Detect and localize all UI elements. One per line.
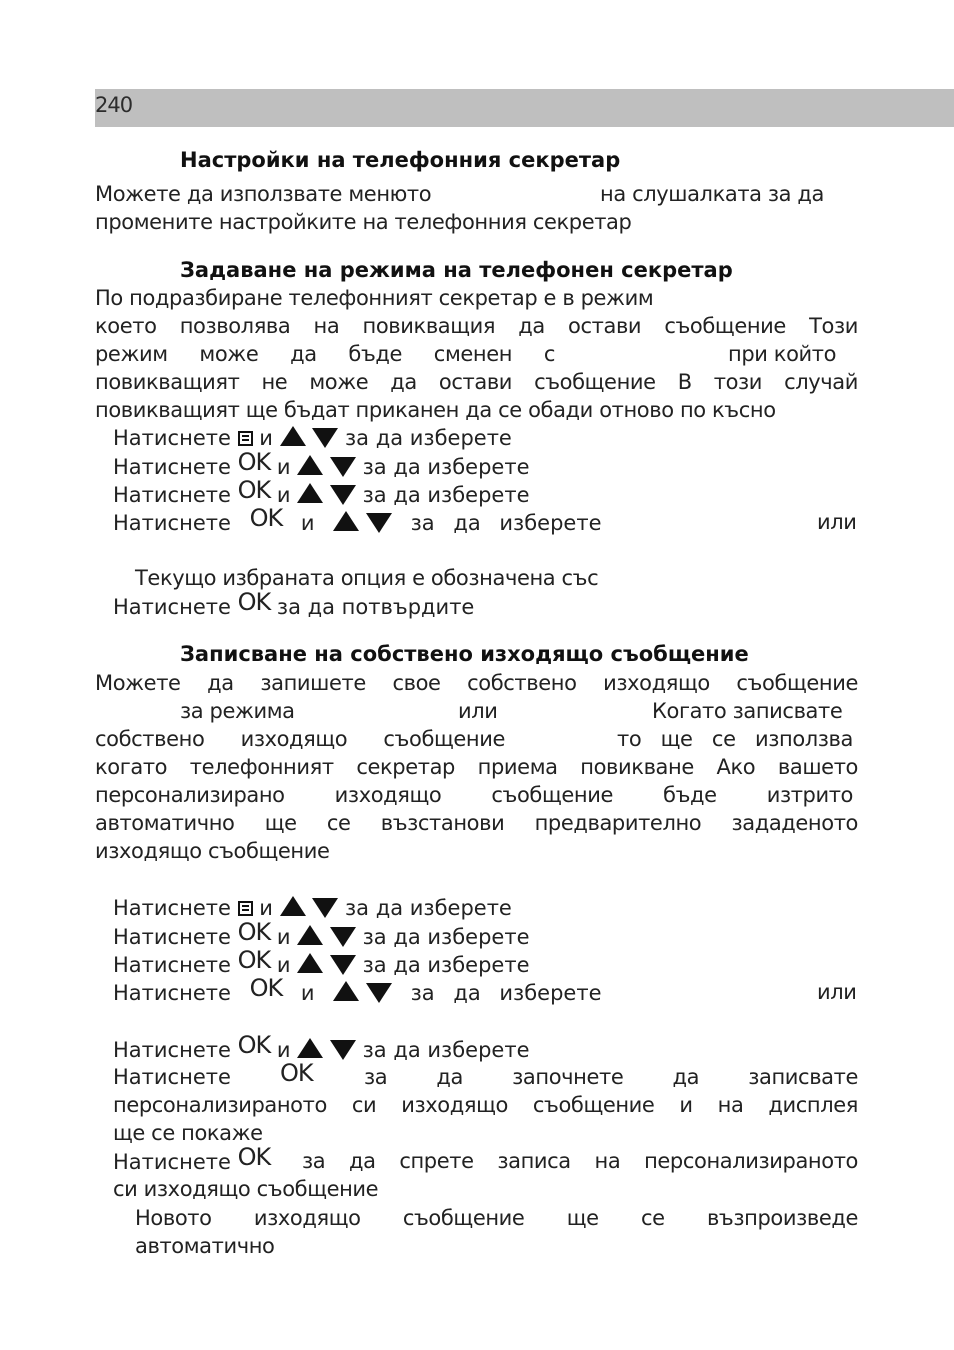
ok-key-icon: OK [237, 588, 271, 616]
step-line [113, 476, 530, 509]
step-conj: и [276, 953, 291, 977]
ok-key-icon: OK [237, 918, 271, 946]
paragraph-line: на слушалката за да [600, 182, 825, 206]
step-conj: и [259, 426, 273, 450]
paragraph-line: собствено изходящо съобщение [95, 727, 505, 751]
step-suffix: за да изберете [410, 981, 602, 1005]
paragraph-line: автоматично ще се възстанови предварително зададеното [95, 811, 858, 835]
paragraph-line: или [458, 699, 498, 723]
step-tail: или [817, 980, 857, 1004]
ok-key-icon: OK [237, 946, 271, 974]
step-prefix: Натиснете [113, 896, 231, 920]
arrow-up-icon [333, 511, 359, 531]
paragraph-line: Когато записвате [652, 699, 843, 723]
arrow-down-icon [330, 457, 356, 477]
step-suffix: за да потвърдите [276, 595, 475, 619]
ok-key-icon: OK [237, 476, 271, 504]
paragraph-line: повикващият ще бъдат приканен да се обади отново по късно [95, 398, 776, 422]
step-line [113, 974, 602, 1007]
arrow-down-icon [312, 428, 338, 448]
step-line [113, 588, 475, 621]
step-prefix: Натиснете [113, 1038, 231, 1062]
step-line [113, 1031, 530, 1064]
paragraph-line: за да спрете записа на персонализираното [302, 1149, 858, 1173]
step-prefix: Натиснете [113, 981, 231, 1005]
paragraph-line: за да започнете да записвате [364, 1065, 858, 1089]
step-line [113, 504, 602, 537]
arrow-down-icon [330, 1040, 356, 1060]
paragraph-line: автоматично [135, 1234, 275, 1258]
arrow-up-icon [297, 953, 323, 973]
arrow-down-icon [366, 513, 392, 533]
paragraph-line: при който [728, 342, 837, 366]
page-number: 240 [95, 93, 133, 117]
paragraph-line: изходящо съобщение [95, 839, 330, 863]
step-conj: и [300, 511, 315, 535]
menu-icon [238, 901, 253, 916]
section-heading-answer-mode: Задаване на режима на телефонен секретар [180, 258, 733, 282]
step-conj: и [259, 896, 273, 920]
paragraph-line: персонализираното си изходящо съобщение и на дисплея [113, 1093, 858, 1117]
step-conj: и [300, 981, 315, 1005]
step-suffix: за да изберете [362, 925, 530, 949]
paragraph-line: Можете да запишете свое собствено изходящо съобщение [95, 671, 858, 695]
arrow-down-icon [330, 955, 356, 975]
arrow-down-icon [366, 983, 392, 1003]
arrow-up-icon [297, 925, 323, 945]
arrow-down-icon [312, 898, 338, 918]
arrow-up-icon [297, 1038, 323, 1058]
menu-icon [238, 431, 253, 446]
step-suffix: за да изберете [410, 511, 602, 535]
arrow-up-icon [333, 981, 359, 1001]
paragraph-line: повикващият не може да остави съобщение В този случай [95, 370, 858, 394]
paragraph-line: По подразбиране телефонният секретар е в режим [95, 286, 654, 310]
step-prefix: Натиснете [113, 925, 231, 949]
ok-key-icon: OK [249, 504, 283, 532]
step-line [280, 1059, 313, 1092]
arrow-up-icon [297, 455, 323, 475]
step-line [113, 1143, 271, 1176]
section-heading-answering-settings: Настройки на телефонния секретар [180, 148, 621, 172]
step-conj: и [276, 455, 291, 479]
paragraph-line: Новото изходящо съобщение ще се възпроизведе [135, 1206, 858, 1230]
step-prefix: Натиснете [113, 455, 231, 479]
step-line [113, 918, 530, 951]
arrow-up-icon [280, 896, 306, 916]
step-suffix: за да изберете [362, 1038, 530, 1062]
step-conj: и [276, 925, 291, 949]
paragraph-line: режим може да бъде сменен с [95, 342, 555, 366]
step-prefix: Натиснете [113, 1065, 231, 1089]
step-prefix: Натиснете [113, 426, 231, 450]
step-suffix: за да изберете [362, 483, 530, 507]
step-conj: и [276, 483, 291, 507]
ok-key-icon: OK [237, 448, 271, 476]
paragraph-line: за режима [180, 699, 295, 723]
arrow-up-icon [297, 483, 323, 503]
step-suffix: за да изберете [362, 455, 530, 479]
step-prefix: Натиснете [113, 511, 231, 535]
step-line [113, 946, 530, 979]
paragraph-line: си изходящо съобщение [113, 1177, 379, 1201]
arrow-up-icon [280, 426, 306, 446]
step-line [113, 1063, 231, 1091]
ok-key-icon: OK [237, 1031, 271, 1059]
step-suffix: за да изберете [344, 426, 512, 450]
step-line [113, 424, 512, 452]
step-conj: и [276, 1038, 291, 1062]
ok-key-icon: OK [280, 1059, 313, 1087]
ok-key-icon: OK [237, 1143, 271, 1171]
paragraph-line: ще се покаже [113, 1121, 263, 1145]
paragraph-line: когато телефонният секретар приема повикване Ако вашето [95, 755, 858, 779]
paragraph-line: то ще се използва [617, 727, 853, 751]
paragraph-line: персонализирано изходящо съобщение бъде изтрито [95, 783, 853, 807]
section-heading-record-message: Записване на собствено изходящо съобщение [180, 642, 749, 666]
arrow-down-icon [330, 927, 356, 947]
step-prefix: Натиснете [113, 483, 231, 507]
step-prefix: Натиснете [113, 1150, 231, 1174]
note-line: Текущо избраната опция е обозначена със [135, 566, 599, 590]
ok-key-icon: OK [249, 974, 283, 1002]
step-tail: или [817, 510, 857, 534]
step-line [113, 448, 530, 481]
step-line [113, 894, 512, 922]
header-bar [95, 89, 954, 127]
step-prefix: Натиснете [113, 595, 231, 619]
paragraph-line: което позволява на повикващия да остави съобщение Този [95, 314, 858, 338]
arrow-down-icon [330, 485, 356, 505]
step-suffix: за да изберете [344, 896, 512, 920]
paragraph-line: Можете да използвате менюто [95, 182, 432, 206]
paragraph-line: промените настройките на телефонния секретар [95, 210, 632, 234]
step-prefix: Натиснете [113, 953, 231, 977]
step-suffix: за да изберете [362, 953, 530, 977]
